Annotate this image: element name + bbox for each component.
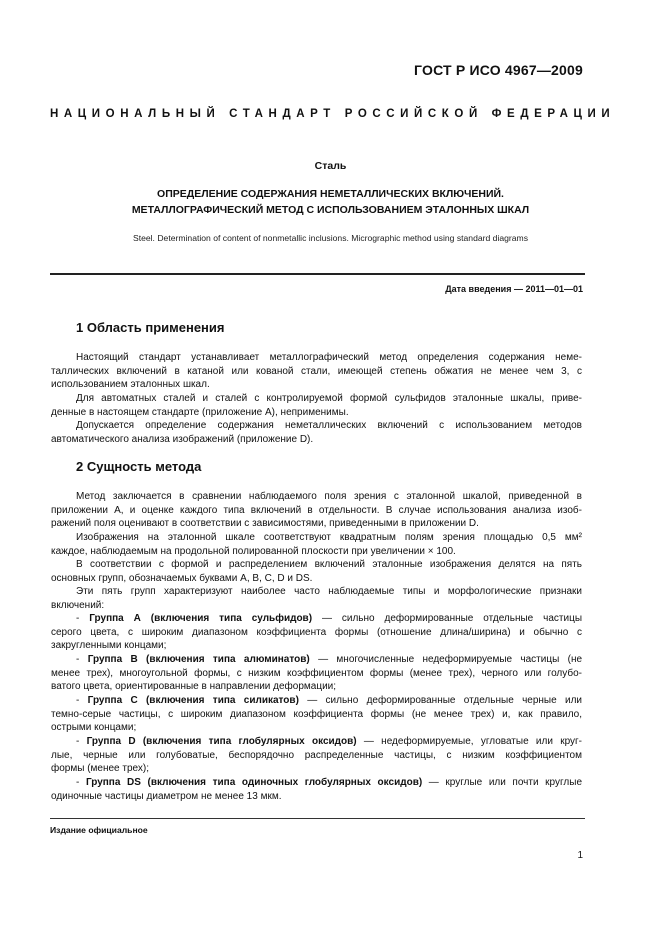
text-line: Изображения на эталонной шкале соответствуют квадратным полям зрения площадью 0,5 мм² [76, 532, 582, 543]
text-line: Для автоматных сталей и сталей с контролируемой формой сульфидов эталонные шкалы, приве- [76, 393, 582, 404]
text-line: - Группа А (включения типа сульфидов) — сильно деформированные отдельные частицы [76, 613, 583, 624]
title-divider [50, 273, 585, 275]
text-line: Допускается определение содержания неметаллических включений с использованием методов [76, 420, 582, 431]
section-1-paragraph-3 [51, 419, 582, 446]
group-c-item [51, 694, 582, 735]
document-number: ГОСТ Р ИСО 4967—2009 [414, 62, 583, 78]
section-2-paragraph-3 [51, 558, 582, 585]
text-line: - Группа DS (включения типа одиночных глобулярных оксидов) — круглые или почти круглые [76, 777, 583, 788]
text-line: менее трех), многоугольной формы, с низким коэффициентом формы (менее трех), черного или голубо- [51, 667, 582, 679]
english-title: Steel. Determination of content of nonmetallic inclusions. Micrographic method using standard diagrams [132, 233, 529, 243]
section-2-paragraph-1 [51, 490, 582, 531]
text-line: использованием эталонных шкал. [51, 379, 210, 391]
group-ds-text: — круглые или почти круглые [422, 777, 583, 788]
text-line: Настоящий стандарт устанавливает металлографический метод определения содержания неме- [76, 352, 582, 363]
group-b-label: Группа В (включения типа алюминатов) [87, 654, 310, 665]
page-number: 1 [577, 850, 583, 861]
introduction-date: Дата введения — 2011—01—01 [445, 284, 583, 294]
text-line: Метод заключается в сравнении наблюдаемого поля зрения с эталонной шкалой, приведенной в [76, 491, 582, 502]
group-d-label: Группа D (включения типа глобулярных оксидов) [86, 736, 357, 747]
section-1-heading: 1 Область применения [76, 320, 225, 335]
text-line: Эти пять групп характеризуют наиболее часто наблюдаемые типы и морфологические признаки [76, 586, 582, 597]
text-line: формы (менее трех); [51, 763, 149, 775]
group-d-item [51, 735, 582, 776]
group-b-text: — многочисленные недеформируемые частицы (не [309, 654, 583, 665]
text-line: автоматического анализа изображений (приложение D). [51, 433, 314, 445]
section-1-paragraph-1 [51, 351, 582, 392]
group-d-text: — недеформируемые, угловатые или круг- [356, 736, 582, 747]
text-line: лые, черные или голубоватые, беспорядочно распределенные частицы, с низким коэффициентом [51, 749, 582, 761]
text-line: острыми концами; [51, 722, 137, 734]
group-b-item [51, 653, 583, 694]
text-line: - Группа С (включения типа силикатов) — сильно деформированные отдельные черные или [76, 695, 582, 706]
text-line: денные в настоящем стандарте (приложение А), неприменимы. [51, 406, 349, 418]
text-line: одиночные частицы диаметром не менее 13 мкм. [51, 790, 282, 802]
text-line: закругленными концами; [51, 640, 167, 652]
footer-divider [50, 818, 585, 819]
national-standard-banner: НАЦИОНАЛЬНЫЙ СТАНДАРТ РОССИЙСКОЙ ФЕДЕРАЦИИ [50, 108, 616, 120]
text-line: приложении А, и оценке каждого типа включений в отдельности. В случае использования анализа изоб- [51, 504, 582, 516]
section-2-paragraph-2 [51, 531, 582, 558]
title-line: МЕТАЛЛОГРАФИЧЕСКИЙ МЕТОД С ИСПОЛЬЗОВАНИЕМ ЭТАЛОННЫХ ШКАЛ [131, 204, 530, 216]
text-line: ватого цвета, ориентированные в направлении деформации; [51, 681, 337, 693]
title-line: ОПРЕДЕЛЕНИЕ СОДЕРЖАНИЯ НЕМЕТАЛЛИЧЕСКИХ ВКЛЮЧЕНИЙ. [157, 188, 504, 200]
text-line: серого цвета, с широким диапазоном коэффициента формы (отношение длина/ширина) и обычно с [51, 626, 582, 638]
document-title [40, 186, 621, 218]
subject-heading: Сталь [314, 160, 347, 172]
text-line: основных групп, обозначаемых буквами А, В, С, D и DS. [51, 572, 313, 584]
group-a-label: Группа А (включения типа сульфидов) [89, 613, 313, 624]
text-line: ражений поля оценивают в соответствии с зависимостями, приведенными в приложении D. [51, 518, 479, 530]
group-a-text: — сильно деформированные отдельные частицы [312, 613, 583, 624]
text-line: - Группа В (включения типа алюминатов) — многочисленные недеформируемые частицы (не [76, 654, 583, 665]
text-line: включений: [51, 599, 105, 611]
section-1-paragraph-2 [51, 392, 582, 419]
text-line: темно-серые частицы, с широким диапазоном коэффициента формы (не менее трех) и, как правило, [51, 708, 582, 720]
section-2-paragraph-4 [51, 585, 582, 612]
group-c-text: — сильно деформированные отдельные черные или [298, 695, 582, 706]
official-edition-label: Издание официальное [50, 825, 148, 835]
group-ds-item [51, 776, 583, 803]
text-line: В соответствии с формой и распределением включений эталонные изображения делятся на пять [76, 559, 582, 570]
text-line: таллических включений в катаной или кованой стали, имеющей степень обжатия не менее чем 3, с [51, 365, 582, 377]
text-line: каждое, наблюдаемым на продольной полированной плоскости при увеличении × 100. [51, 545, 456, 557]
group-a-item [51, 612, 583, 653]
text-line: - Группа D (включения типа глобулярных оксидов) — недеформируемые, угловатые или круг- [76, 736, 582, 747]
group-ds-label: Группа DS (включения типа одиночных глобулярных оксидов) [85, 777, 423, 788]
group-c-label: Группа С (включения типа силикатов) [87, 695, 299, 706]
section-2-heading: 2 Сущность метода [76, 459, 202, 474]
